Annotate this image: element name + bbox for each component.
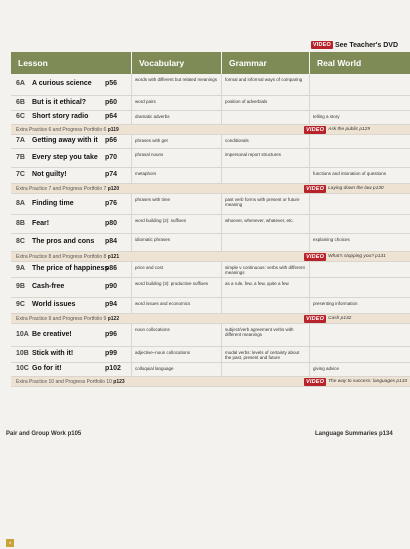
lesson-number: 6C <box>16 113 25 120</box>
lesson-title: Finding time <box>32 200 74 207</box>
lesson-cell <box>11 168 132 183</box>
extra-video-note <box>304 126 370 134</box>
vocabulary-cell: noun collocations <box>132 324 222 346</box>
extra-practice-row <box>11 125 410 135</box>
lesson-cell <box>11 234 132 251</box>
lesson-title: The price of happiness <box>32 265 109 272</box>
vocabulary-cell: words with different but related meanings <box>132 74 222 95</box>
lesson-page: p86 <box>105 265 118 272</box>
lesson-title: But is it ethical? <box>32 99 87 106</box>
footer-pair-group-work: Pair and Group Work p105 <box>6 431 82 437</box>
real-world-cell <box>310 74 410 95</box>
lesson-number: 10A <box>16 331 29 338</box>
lesson-page: p94 <box>105 301 118 308</box>
extra-practice-label <box>16 315 119 323</box>
video-note-top <box>311 41 398 49</box>
grammar-cell <box>222 168 310 183</box>
footer-language-summaries: Language Summaries p134 <box>315 431 393 437</box>
real-world-cell: functions and intonation of questions <box>313 171 387 176</box>
lesson-row <box>11 324 410 347</box>
lesson-cell <box>11 298 132 313</box>
lesson-page: p84 <box>105 238 118 245</box>
lesson-page: p80 <box>105 220 118 227</box>
lesson-number: 6B <box>16 99 25 106</box>
header-real-world: Real World <box>317 58 362 68</box>
extra-video-text: Cash p132 <box>328 316 352 321</box>
page-number: 4 <box>6 539 14 547</box>
extra-practice-label <box>16 253 119 261</box>
lesson-cell <box>11 135 132 148</box>
lesson-row <box>11 347 410 363</box>
grammar-cell: formal and informal ways of comparing <box>222 74 310 95</box>
lesson-row <box>11 215 410 234</box>
extra-video-note <box>304 185 384 193</box>
lesson-row <box>11 96 410 111</box>
lesson-number: 9C <box>16 301 25 308</box>
lesson-page: p99 <box>105 350 118 357</box>
video-tag: VIDEO <box>306 379 325 385</box>
lesson-row <box>11 168 410 184</box>
lesson-page: p60 <box>105 99 118 106</box>
vocabulary-cell: phrases with get <box>132 135 222 148</box>
grammar-cell: modal verbs: levels of certainty about the past, present and future <box>222 347 310 362</box>
lesson-cell <box>11 149 132 167</box>
lesson-page: p76 <box>105 200 118 207</box>
lesson-number: 8A <box>16 200 25 207</box>
vocabulary-cell: dramatic adverbs <box>132 111 222 124</box>
real-world-cell <box>310 262 410 277</box>
extra-practice-page: p122 <box>107 316 120 322</box>
lesson-cell <box>11 111 132 124</box>
lesson-title: Not guilty! <box>32 171 67 178</box>
table-header <box>11 52 410 74</box>
extra-video-note <box>304 315 351 323</box>
lesson-title: The pros and cons <box>32 238 95 245</box>
header-lesson: Lesson <box>11 52 132 74</box>
extra-practice-row <box>11 314 410 324</box>
lesson-cell <box>11 324 132 346</box>
lesson-page: p96 <box>105 331 118 338</box>
lesson-cell <box>11 278 132 297</box>
lesson-number: 7C <box>16 171 25 178</box>
extra-practice-row <box>11 184 410 194</box>
lesson-row <box>11 74 410 96</box>
real-world-cell <box>310 194 410 214</box>
lesson-row <box>11 234 410 252</box>
lesson-cell <box>11 215 132 233</box>
lesson-title: Go for it! <box>32 365 62 372</box>
lesson-number: 7B <box>16 154 25 161</box>
real-world-cell: telling a story <box>313 114 340 119</box>
real-world-cell <box>310 215 410 233</box>
lesson-title: Fear! <box>32 220 50 227</box>
video-tag: VIDEO <box>306 186 325 192</box>
lesson-cell <box>11 363 132 376</box>
contents-table <box>11 74 410 387</box>
grammar-cell <box>222 234 310 251</box>
lesson-page: p74 <box>105 171 118 178</box>
extra-practice-row <box>11 377 410 387</box>
extra-practice-page: p121 <box>107 254 120 260</box>
extra-video-text: What's stopping you? p131 <box>328 254 386 259</box>
header-vocabulary: Vocabulary <box>132 52 222 74</box>
lesson-cell <box>11 262 132 277</box>
extra-practice-text: Extra Practice 10 and Progress Portfolio 10 <box>16 379 112 385</box>
vocabulary-cell: word building (3): productive suffixes <box>132 278 222 297</box>
lesson-title: World issues <box>32 301 76 308</box>
extra-video-text: Laying down the law p130 <box>328 186 384 191</box>
grammar-cell <box>222 363 310 376</box>
extra-video-text: The way to success: languages p133 <box>328 379 408 384</box>
lesson-row <box>11 135 410 149</box>
lesson-number: 8C <box>16 238 25 245</box>
lesson-row <box>11 278 410 298</box>
lesson-title: Getting away with it <box>32 137 98 144</box>
extra-practice-text: Extra Practice 9 and Progress Portfolio 9 <box>16 316 107 322</box>
extra-video-note <box>304 253 386 261</box>
video-tag: VIDEO <box>306 316 325 322</box>
real-world-cell <box>310 96 410 110</box>
vocabulary-cell: adjective–noun collocations <box>132 347 222 362</box>
real-world-cell <box>310 149 410 167</box>
lesson-row <box>11 298 410 314</box>
extra-practice-page: p120 <box>107 186 120 192</box>
extra-video-note <box>304 378 407 386</box>
real-world-cell <box>310 347 410 362</box>
real-world-cell <box>310 324 410 346</box>
extra-practice-row <box>11 252 410 262</box>
vocabulary-cell: word pairs <box>132 96 222 110</box>
real-world-cell: explaining choices <box>313 237 350 242</box>
extra-practice-text: Extra Practice 8 and Progress Portfolio 8 <box>16 254 107 260</box>
lesson-number: 6A <box>16 80 25 87</box>
lesson-page: p66 <box>105 137 118 144</box>
lesson-number: 10B <box>16 350 29 357</box>
extra-practice-label <box>16 126 119 134</box>
vocabulary-cell: word building (2): suffixes <box>132 215 222 233</box>
vocabulary-cell: word issues and economics <box>132 298 222 313</box>
extra-practice-label <box>16 185 119 193</box>
lesson-row <box>11 194 410 215</box>
vocabulary-cell: idiomatic phrases <box>132 234 222 251</box>
lesson-cell <box>11 96 132 110</box>
extra-video-text: Ask the public p129 <box>328 127 370 132</box>
grammar-cell: as a rule, few, a few, quite a few <box>222 278 310 297</box>
grammar-cell: subject/verb agreement verbs with different meanings <box>222 324 310 346</box>
extra-practice-text: Extra Practice 7 and Progress Portfolio 7 <box>16 186 107 192</box>
lesson-row <box>11 111 410 125</box>
grammar-cell: position of adverbials <box>222 96 310 110</box>
lesson-row <box>11 149 410 168</box>
extra-practice-page: p123 <box>113 379 125 385</box>
header-grammar: Grammar <box>222 52 310 74</box>
lesson-cell <box>11 194 132 214</box>
video-tag: VIDEO <box>306 254 325 260</box>
lesson-number: 8B <box>16 220 25 227</box>
video-tag: VIDEO <box>306 127 325 133</box>
video-tag: VIDEO <box>312 42 331 48</box>
real-world-cell: giving advice <box>313 366 340 371</box>
lesson-number: 9A <box>16 265 25 272</box>
extra-practice-page: p119 <box>107 127 119 133</box>
lesson-title: Every step you take <box>32 154 98 161</box>
lesson-page: p70 <box>105 154 118 161</box>
real-world-cell <box>310 278 410 297</box>
grammar-cell: whoever, whenever, whatever, etc. <box>222 215 310 233</box>
grammar-cell: past verb forms with present or future meaning <box>222 194 310 214</box>
lesson-title: Cash-free <box>32 283 65 290</box>
lesson-title: Short story radio <box>32 113 89 120</box>
vocabulary-cell: metaphors <box>132 168 222 183</box>
lesson-page: p90 <box>105 283 118 290</box>
extra-practice-text: Extra Practice 6 and Progress Portfolio 6 <box>16 127 107 133</box>
grammar-cell <box>222 111 310 124</box>
lesson-number: 10C <box>16 365 29 372</box>
grammar-cell <box>222 298 310 313</box>
lesson-page: p56 <box>105 80 118 87</box>
vocabulary-cell: colloquial language <box>132 363 222 376</box>
lesson-title: A curious science <box>32 80 92 87</box>
vocabulary-cell: price and cost <box>132 262 222 277</box>
lesson-page: p102 <box>105 365 121 372</box>
lesson-number: 7A <box>16 137 25 144</box>
video-note-text: See Teacher's DVD <box>334 41 398 49</box>
vocabulary-cell: phrasal nouns <box>132 149 222 167</box>
vocabulary-cell: phrases with time <box>132 194 222 214</box>
real-world-cell <box>310 135 410 148</box>
extra-practice-label <box>16 378 125 386</box>
grammar-cell: simple v continuous: verbs with different meanings <box>222 262 310 277</box>
grammar-cell: conditionals <box>222 135 310 148</box>
lesson-title: Stick with it! <box>32 350 74 357</box>
real-world-cell: presenting information <box>313 301 358 306</box>
lesson-row <box>11 262 410 278</box>
grammar-cell: impersonal report structures <box>222 149 310 167</box>
lesson-row <box>11 363 410 377</box>
lesson-page: p64 <box>105 113 118 120</box>
lesson-cell <box>11 74 132 95</box>
lesson-cell <box>11 347 132 362</box>
lesson-number: 9B <box>16 283 25 290</box>
lesson-title: Be creative! <box>32 331 72 338</box>
